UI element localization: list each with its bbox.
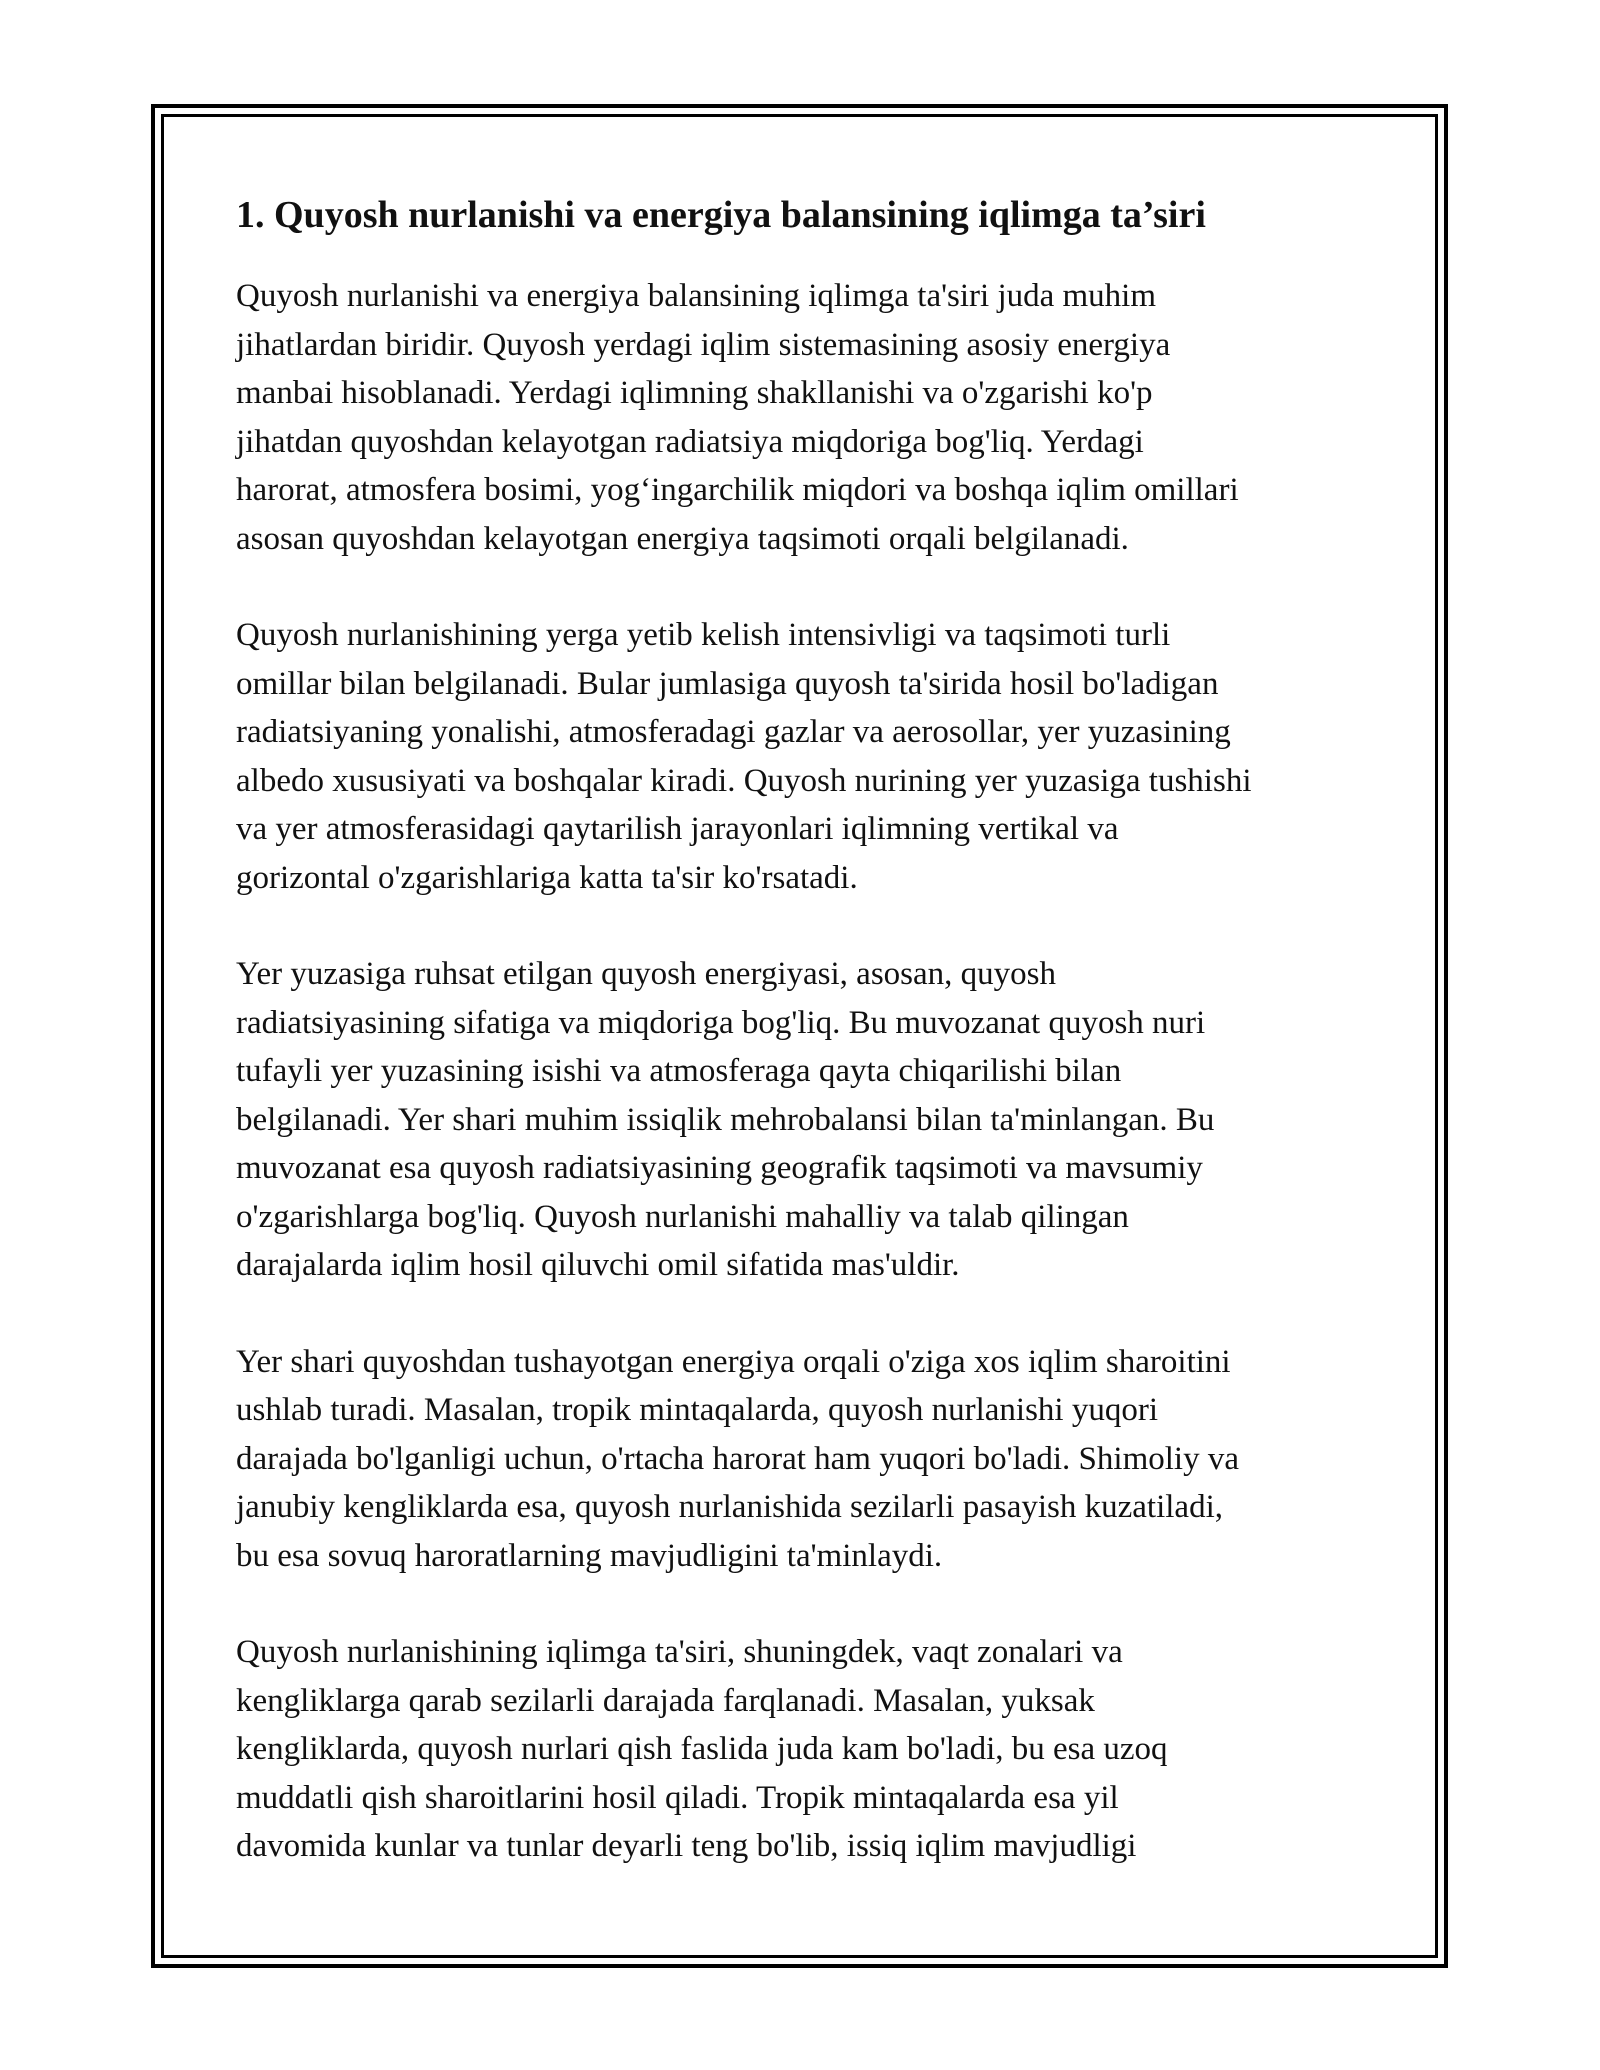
text-line: bu esa sovuq haroratlarning mavjudligini ta'minlaydi. <box>236 1537 943 1574</box>
paragraph-1 <box>236 272 1376 563</box>
paragraph-2 <box>236 611 1376 902</box>
text-line: manbai hisoblanadi. Yerdagi iqlimning shakllanishi va o'zgarishi ko'p <box>236 375 1153 411</box>
document-body <box>236 184 1376 1919</box>
text-line: albedo xususiyati va boshqalar kiradi. Quyosh nurining yer yuzasiga tushishi <box>236 762 1252 799</box>
text-line: Quyosh nurlanishining iqlimga ta'siri, shuningdek, vaqt zonalari va <box>236 1634 1123 1670</box>
text-line: omillar bilan belgilanadi. Bular jumlasiga quyosh ta'sirida hosil bo'ladigan <box>236 665 1219 702</box>
text-line: va yer atmosferasidagi qaytarilish jarayonlari iqlimning vertikal va <box>236 811 1119 847</box>
paragraph-3 <box>236 950 1376 1290</box>
paragraph-4 <box>236 1338 1376 1581</box>
text-line: Quyosh nurlanishi va energiya balansining iqlimga ta'siri juda muhim <box>236 278 1157 314</box>
text-line: belgilanadi. Yer shari muhim issiqlik mehrobalansi bilan ta'minlangan. Bu <box>236 1101 1215 1138</box>
text-line: gorizontal o'zgarishlariga katta ta'sir ko'rsatadi. <box>236 859 858 896</box>
text-line: tufayli yer yuzasining isishi va atmosferaga qayta chiqarilishi bilan <box>236 1053 1122 1089</box>
text-line: kengliklarga qarab sezilarli darajada farqlanadi. Masalan, yuksak <box>236 1682 1095 1719</box>
section-heading: 1. Quyosh nurlanishi va energiya balansining iqlimga ta’siri <box>236 194 1206 236</box>
text-line: muddatli qish sharoitlarini hosil qiladi. Tropik mintaqalarda esa yil <box>236 1779 1119 1816</box>
text-line: muvozanat esa quyosh radiatsiyasining geografik taqsimoti va mavsumiy <box>236 1150 1203 1186</box>
text-line: radiatsiyasining sifatiga va miqdoriga bog'liq. Bu muvozanat quyosh nuri <box>236 1004 1206 1041</box>
text-line: darajalarda iqlim hosil qiluvchi omil sifatida mas'uldir. <box>236 1247 960 1283</box>
text-line: jihatdan quyoshdan kelayotgan radiatsiya miqdoriga bog'liq. Yerdagi <box>236 423 1144 460</box>
text-line: davomida kunlar va tunlar deyarli teng bo'lib, issiq iqlim mavjudligi <box>236 1828 1137 1864</box>
text-line: kengliklarda, quyosh nurlari qish faslida juda kam bo'ladi, bu esa uzoq <box>236 1731 1168 1767</box>
text-line: harorat, atmosfera bosimi, yog‘ingarchilik miqdori va boshqa iqlim omillari <box>236 472 1239 508</box>
text-line: ushlab turadi. Masalan, tropik mintaqalarda, quyosh nurlanishi yuqori <box>236 1392 1158 1428</box>
paragraph-5 <box>236 1628 1376 1871</box>
text-line: Quyosh nurlanishining yerga yetib kelish intensivligi va taqsimoti turli <box>236 617 1171 653</box>
text-line: radiatsiyaning yonalishi, atmosferadagi gazlar va aerosollar, yer yuzasining <box>236 714 1231 750</box>
text-line: o'zgarishlarga bog'liq. Quyosh nurlanishi mahalliy va talab qilingan <box>236 1198 1129 1235</box>
text-line: Yer yuzasiga ruhsat etilgan quyosh energiyasi, asosan, quyosh <box>236 956 1056 992</box>
text-line: janubiy kengliklarda esa, quyosh nurlanishida sezilarli pasayish kuzatiladi, <box>236 1489 1223 1525</box>
text-line: darajada bo'lganligi uchun, o'rtacha harorat ham yuqori bo'ladi. Shimoliy va <box>236 1440 1239 1477</box>
text-line: jihatlardan biridir. Quyosh yerdagi iqlim sistemasining asosiy energiya <box>236 326 1171 363</box>
text-line: Yer shari quyoshdan tushayotgan energiya orqali o'ziga xos iqlim sharoitini <box>236 1343 1231 1380</box>
text-line: asosan quyoshdan kelayotgan energiya taqsimoti orqali belgilanadi. <box>236 520 1129 557</box>
